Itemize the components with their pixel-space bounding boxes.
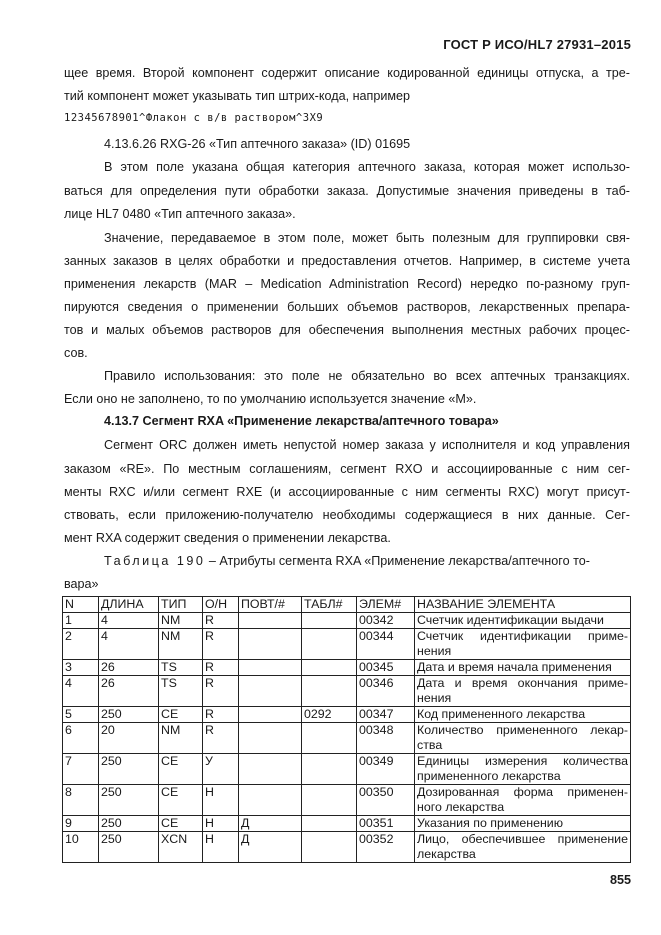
table-cell: TS — [159, 676, 203, 707]
table-cell: 3 — [63, 660, 99, 676]
table-cell — [302, 832, 357, 863]
table-cell: 5 — [63, 707, 99, 723]
table-cell — [302, 754, 357, 785]
text-line: Сегмент ORC должен иметь непустой номер заказа у исполнителя и код управления — [104, 438, 630, 452]
column-header: N — [63, 597, 99, 613]
column-header: ТИП — [159, 597, 203, 613]
table-cell: R — [203, 707, 239, 723]
table-cell — [302, 660, 357, 676]
table-cell — [239, 785, 302, 816]
section-heading-4-13-6-26: 4.13.6.26 RXG-26 «Тип аптечного заказа» (ID) 01695 — [104, 137, 411, 151]
column-header: НАЗВАНИЕ ЭЛЕМЕНТА — [415, 597, 631, 613]
table-cell: 2 — [63, 629, 99, 660]
column-header: ЭЛЕМ# — [357, 597, 415, 613]
table-cell: Код примененного лекарства — [415, 707, 631, 723]
table-cell: 10 — [63, 832, 99, 863]
table-cell: Дата и время начала применения — [415, 660, 631, 676]
text-line: мент RXA содержит сведения о применении лекарства. — [64, 531, 391, 545]
text-line: тий компонент может указывать тип штрих-кода, например — [64, 89, 411, 103]
table-cell: 4 — [63, 676, 99, 707]
table-cell: 26 — [99, 660, 159, 676]
table-cell: 250 — [99, 785, 159, 816]
table-cell: CE — [159, 816, 203, 832]
table-cell: R — [203, 629, 239, 660]
table-cell: 00350 — [357, 785, 415, 816]
table-cell: Счетчик идентификации приме-нения — [415, 629, 631, 660]
code-example: 12345678901^Флакон с в/в раствором^3X9 — [64, 112, 324, 124]
attributes-table — [62, 596, 631, 863]
table-cell: 4 — [99, 629, 159, 660]
table-cell — [239, 723, 302, 754]
text-line: заказом «RE». По местным соглашениям, сегмент RXO и ассоциированные с ним сег- — [64, 462, 630, 476]
table-cell — [302, 676, 357, 707]
column-header: ТАБЛ# — [302, 597, 357, 613]
table-cell — [239, 660, 302, 676]
table-cell: 20 — [99, 723, 159, 754]
text-line: сов. — [64, 346, 88, 360]
text-line: В этом поле указана общая категория аптечного заказа, которая может использо- — [104, 160, 630, 174]
table-cell — [239, 754, 302, 785]
table-cell: 250 — [99, 707, 159, 723]
text-line: занных заказов в целях обработки и предоставления отчетов. Например, в системе учета — [64, 254, 630, 268]
table-cell — [302, 785, 357, 816]
table-cell — [302, 816, 357, 832]
text-line: лице HL7 0480 «Тип аптечного заказа». — [64, 207, 296, 221]
table-cell: Д — [239, 816, 302, 832]
table-cell: R — [203, 723, 239, 754]
table-cell: Счетчик идентификации выдачи — [415, 613, 631, 629]
table-row — [63, 785, 631, 816]
table-cell: Н — [203, 816, 239, 832]
table-caption: Таблица 190 – Атрибуты сегмента RXA «Применение лекарства/аптечного то- — [104, 554, 590, 568]
table-cell: 00346 — [357, 676, 415, 707]
table-cell: R — [203, 613, 239, 629]
table-cell — [239, 613, 302, 629]
table-cell — [239, 629, 302, 660]
text-line: щее время. Второй компонент содержит описание кодированной единицы отпуска, а тре- — [64, 66, 630, 80]
column-header: ПОВТ/# — [239, 597, 302, 613]
table-cell — [302, 723, 357, 754]
table-cell: Дата и время окончания приме-нения — [415, 676, 631, 707]
table-cell: У — [203, 754, 239, 785]
table-cell: 26 — [99, 676, 159, 707]
table-cell: R — [203, 676, 239, 707]
table-cell: 0292 — [302, 707, 357, 723]
table-cell: Дозированная форма применен-ного лекарства — [415, 785, 631, 816]
table-cell — [239, 707, 302, 723]
column-header: ДЛИНА — [99, 597, 159, 613]
table-cell: Единицы измерения количества примененного лекарства — [415, 754, 631, 785]
table-cell: 9 — [63, 816, 99, 832]
table-cell: Количество примененного лекар-ства — [415, 723, 631, 754]
table-cell: TS — [159, 660, 203, 676]
text-line: Значение, передаваемое в этом поле, может быть полезным для группировки свя- — [104, 231, 630, 245]
table-row — [63, 660, 631, 676]
table-cell: Н — [203, 832, 239, 863]
table-cell: NM — [159, 613, 203, 629]
text-line: пируются сведения о применении больших объемов растворов, лекарственных препара- — [64, 300, 630, 314]
section-heading-4-13-7: 4.13.7 Сегмент RXA «Применение лекарства/аптечного товара» — [104, 414, 499, 428]
table-caption-continued: вара» — [64, 577, 99, 591]
page-number: 855 — [609, 873, 631, 887]
text-line: тов и малых объемов растворов для обеспечения выполнения местных рабочих процес- — [64, 323, 630, 337]
table-cell: 8 — [63, 785, 99, 816]
table-cell: 6 — [63, 723, 99, 754]
table-cell: 00347 — [357, 707, 415, 723]
table-cell: R — [203, 660, 239, 676]
table-cell: 00352 — [357, 832, 415, 863]
text-line: менты RXC и/или сегмент RXE (и ассоциированные с ним сегменты RXC) могут присут- — [64, 485, 630, 499]
document-header: ГОСТ Р ИСО/HL7 27931–2015 — [443, 37, 631, 52]
table-cell: CE — [159, 754, 203, 785]
table-cell — [302, 629, 357, 660]
table-row — [63, 723, 631, 754]
table-caption-label: Таблица 190 — [104, 554, 206, 568]
text-line: Если оно не заполнено, то по умолчанию используется значение «M». — [64, 392, 477, 406]
text-line: ствовать, если приложению-получателю необходимы содержащиеся в них данные. Сег- — [64, 508, 630, 522]
column-header: О/Н — [203, 597, 239, 613]
table-cell: 7 — [63, 754, 99, 785]
table-cell: 4 — [99, 613, 159, 629]
text-line: применения лекарств (MAR – Medication Administration Record) нередко по-разному груп- — [64, 277, 630, 291]
table-cell: 00351 — [357, 816, 415, 832]
table-cell: Указания по применению — [415, 816, 631, 832]
text-line: ваться для определения пути обработки заказа. Допустимые значения приведены в таб- — [64, 184, 630, 198]
table-row — [63, 629, 631, 660]
table-row — [63, 832, 631, 863]
table-cell: 250 — [99, 754, 159, 785]
table-cell: 00348 — [357, 723, 415, 754]
table-row — [63, 613, 631, 629]
table-row — [63, 754, 631, 785]
table-cell: 00344 — [357, 629, 415, 660]
table-cell: CE — [159, 707, 203, 723]
table-cell: 250 — [99, 832, 159, 863]
table-cell: 250 — [99, 816, 159, 832]
table-cell: Д — [239, 832, 302, 863]
table-row — [63, 816, 631, 832]
table-header-row — [63, 597, 631, 613]
table-cell: Лицо, обеспечившее применение лекарства — [415, 832, 631, 863]
table-cell: XCN — [159, 832, 203, 863]
table-cell — [239, 676, 302, 707]
table-cell: Н — [203, 785, 239, 816]
table-cell: 00342 — [357, 613, 415, 629]
table-row — [63, 676, 631, 707]
table-cell: 00345 — [357, 660, 415, 676]
table-cell: CE — [159, 785, 203, 816]
table-cell: 00349 — [357, 754, 415, 785]
text-line: Правило использования: это поле не обязательно во всех аптечных транзакциях. — [104, 369, 630, 383]
table-cell: 1 — [63, 613, 99, 629]
table-cell: NM — [159, 629, 203, 660]
table-row — [63, 707, 631, 723]
table-cell — [302, 613, 357, 629]
table-cell: NM — [159, 723, 203, 754]
